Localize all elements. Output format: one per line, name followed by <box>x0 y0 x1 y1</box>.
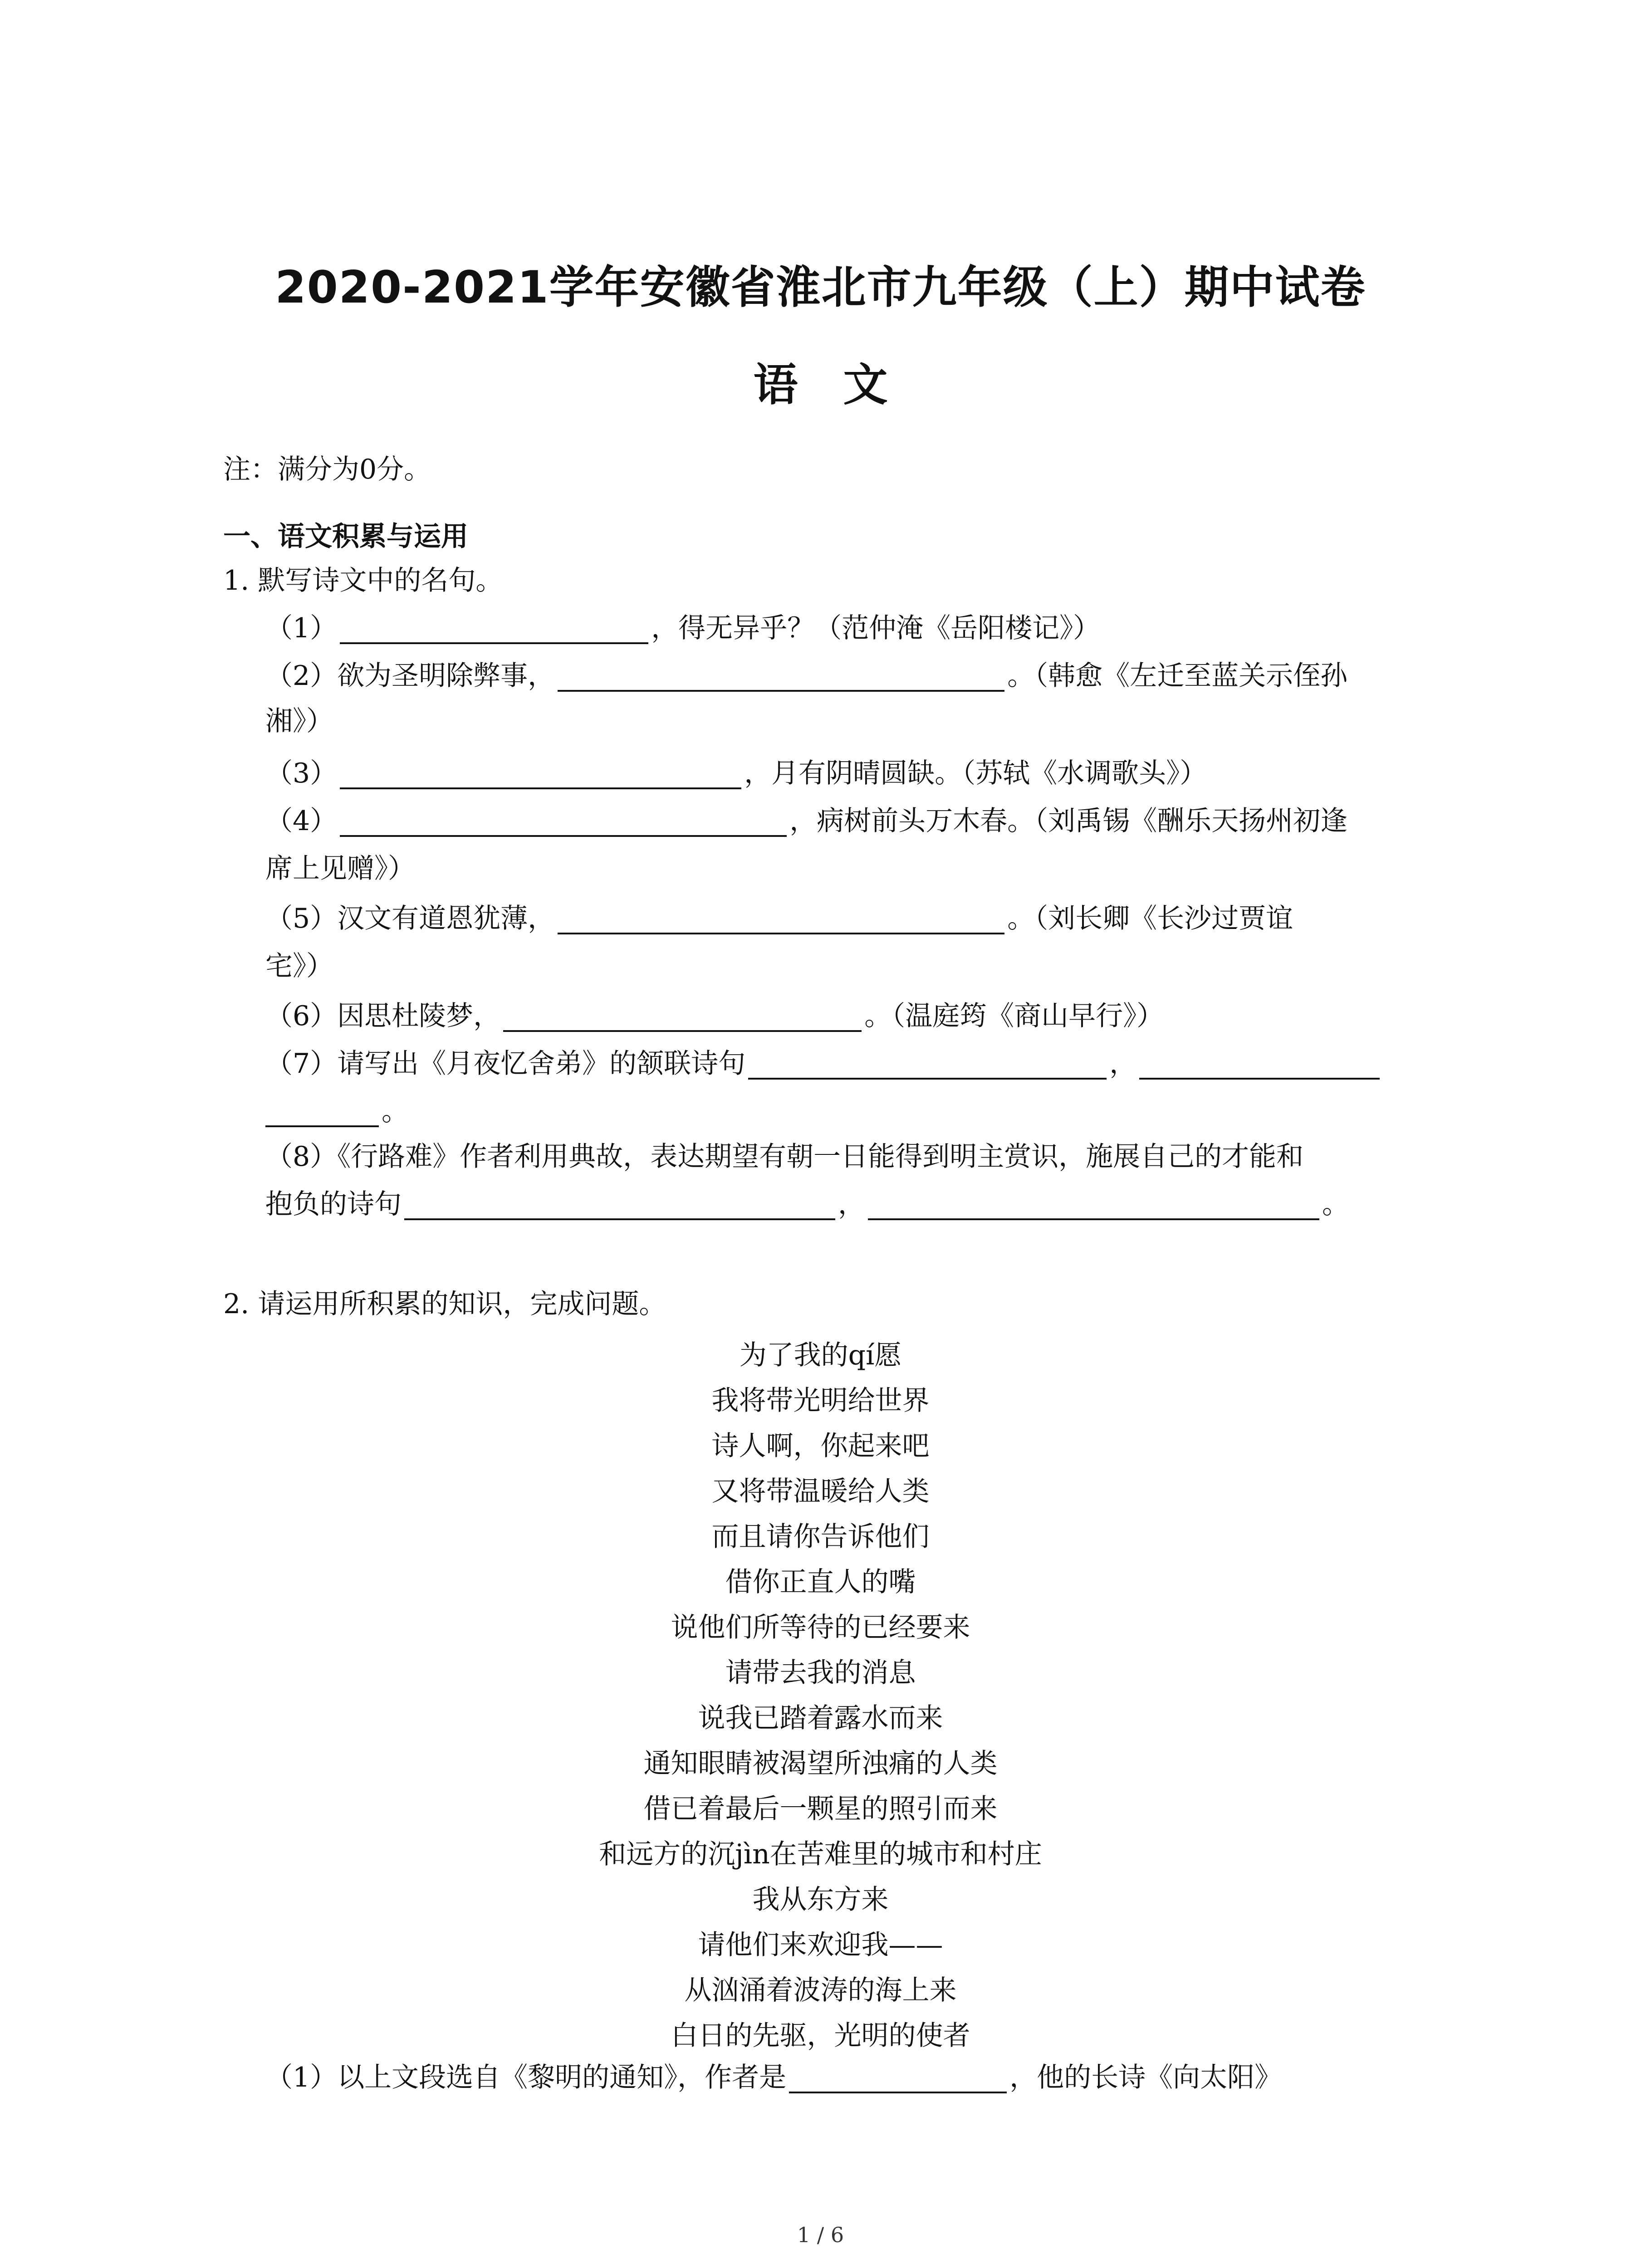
poem-line: 又将带温暖给人类 <box>711 1476 930 1507</box>
page-number: 1 / 6 <box>797 2223 844 2247</box>
subject-title <box>0 349 1641 413</box>
poem-line: 说他们所等待的已经要来 <box>671 1612 970 1643</box>
poem-line: 和远方的沉jìn在苦难里的城市和村庄 <box>599 1838 1042 1870</box>
q1-item-3: （3） ，月有阴晴圆缺。（苏轼《水调歌头》） <box>265 758 1207 789</box>
answer-blank[interactable] <box>503 1005 862 1032</box>
q1-item-8: （8）《行路难》作者利用典故，表达期望有朝一日能得到明主赏识，施展自己的才能和 <box>265 1141 1304 1173</box>
q1-item-5: （5）汉文有道恩犹薄， 。（刘长卿《长沙过贾谊 <box>265 903 1293 934</box>
score-note: 注：满分为0分。 <box>223 454 431 485</box>
q1-item-4-cont: 席上见赠》） <box>265 853 415 885</box>
answer-blank[interactable] <box>340 617 648 644</box>
q1-item-4: （4） ，病树前头万木春。（刘禹锡《酬乐天扬州初逢 <box>265 805 1348 837</box>
poem-line: 借你正直人的嘴 <box>725 1566 916 1598</box>
answer-blank[interactable] <box>265 1100 379 1127</box>
poem-line: 说我已踏着露水而来 <box>698 1702 943 1734</box>
subject-char-1: 语 <box>753 359 798 411</box>
answer-blank[interactable] <box>868 1193 1319 1220</box>
q1-item-7-cont: 。 <box>265 1095 409 1127</box>
poem-line: 通知眼睛被渴望所浊痛的人类 <box>643 1748 998 1779</box>
section-heading: 一、语文积累与运用 <box>223 521 468 552</box>
poem-line: 诗人啊，你起来吧 <box>711 1430 930 1462</box>
q2-sub-1: （1）以上文段选自《黎明的通知》，作者是 ，他的长诗《向太阳》 <box>265 2062 1282 2093</box>
poem-line: 我将带光明给世界 <box>711 1385 930 1417</box>
poem-line: 从汹涌着波涛的海上来 <box>684 1975 957 2006</box>
poem-line: 我从东方来 <box>752 1884 889 1916</box>
q1-item-6: （6）因思杜陵梦， 。（温庭筠《商山早行》） <box>265 1000 1164 1032</box>
answer-blank[interactable] <box>558 665 1004 692</box>
answer-blank[interactable] <box>404 1193 835 1220</box>
poem-line: 请他们来欢迎我—— <box>698 1929 943 1961</box>
q1-item-1: （1） ，得无异乎？（范仲淹《岳阳楼记》） <box>265 612 1101 644</box>
answer-blank[interactable] <box>748 1052 1107 1080</box>
poem-line: 白日的先驱，光明的使者 <box>671 2020 970 2052</box>
q1-item-2: （2）欲为圣明除弊事， 。（韩愈《左迁至蓝关示侄孙 <box>265 660 1348 692</box>
poem-line: 为了我的qí愿 <box>739 1339 902 1371</box>
q1-item-5-cont: 宅》） <box>265 950 333 982</box>
q1-item-8-cont: 抱负的诗句 ， 。 <box>265 1188 1349 1220</box>
subject-char-2: 文 <box>843 359 888 411</box>
poem-line: 而且请你告诉他们 <box>711 1521 930 1553</box>
poem-line: 借已着最后一颗星的照引而来 <box>643 1793 998 1825</box>
question-1-stem: 1. 默写诗文中的名句。 <box>223 565 503 596</box>
page-title: 2020-2021学年安徽省淮北市九年级（上）期中试卷 <box>275 262 1366 313</box>
answer-blank[interactable] <box>340 762 741 789</box>
answer-blank[interactable] <box>789 2066 1007 2093</box>
poem-line: 请带去我的消息 <box>725 1657 916 1689</box>
answer-blank[interactable] <box>558 907 1004 934</box>
q1-item-7: （7）请写出《月夜忆舍弟》的颔联诗句 ， <box>265 1048 1382 1080</box>
answer-blank[interactable] <box>340 810 787 837</box>
question-2-stem: 2. 请运用所积累的知识，完成问题。 <box>223 1288 666 1320</box>
answer-blank[interactable] <box>1139 1052 1380 1080</box>
q1-item-2-cont: 湘》） <box>265 705 333 737</box>
